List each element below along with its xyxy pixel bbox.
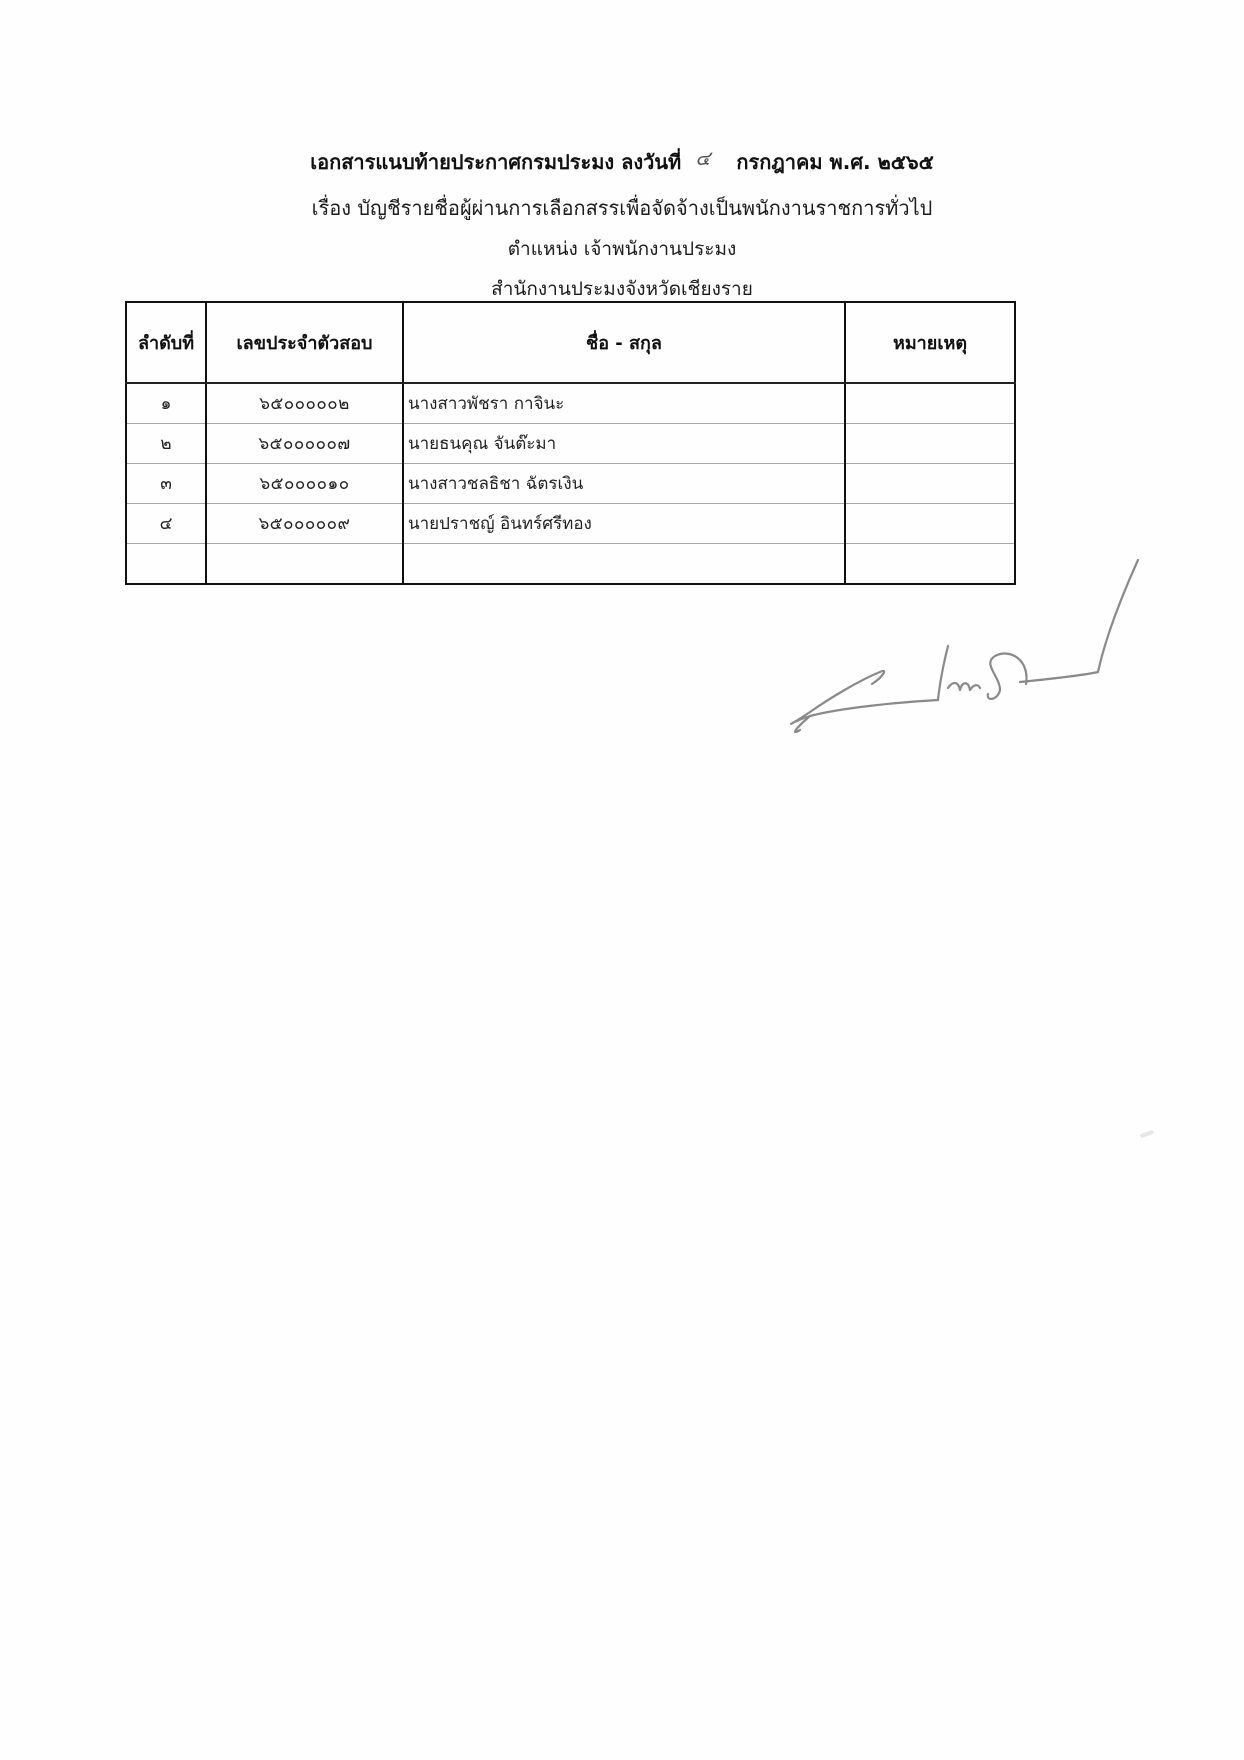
document-subject: เรื่อง บัญชีรายชื่อผู้ผ่านการเลือกสรรเพื่อจัดจ้างเป็นพนักงานราชการทั่วไป [311,196,933,220]
cell-name [403,544,845,585]
cell-remark [845,544,1015,585]
table-row [126,383,1015,424]
cell-exam-id [206,544,403,585]
cell-exam-id: ๖๕๐๐๐๐๐๗ [206,424,403,464]
cell-name: นายธนคุณ จันต๊ะมา [403,424,845,464]
table-row-empty [126,544,1015,585]
document-position: ตำแหน่ง เจ้าพนักงานประมง [507,238,737,260]
header-order: ลำดับที่ [126,302,206,383]
cell-exam-id: ๖๕๐๐๐๐๑๐ [206,464,403,504]
scan-speck [1140,1130,1155,1139]
cell-remark [845,383,1015,424]
cell-exam-id: ๖๕๐๐๐๐๐๒ [206,383,403,424]
document-office: สำนักงานประมงจังหวัดเชียงราย [491,278,753,300]
header-name: ชื่อ - สกุล [403,302,845,383]
cell-name: นางสาวชลธิชา ฉัตรเงิน [403,464,845,504]
table-row [126,464,1015,504]
header-exam-id: เลขประจำตัวสอบ [206,302,403,383]
title-prefix: เอกสารแนบท้ายประกาศกรมประมง ลงวันที่ [310,150,682,174]
cell-remark [845,504,1015,544]
cell-order: ๔ [126,504,206,544]
title-suffix: กรกฎาคม พ.ศ. ๒๕๖๕ [736,150,934,174]
cell-name: นายปราชญ์ อินทร์ศรีทอง [403,504,845,544]
header-remark: หมายเหตุ [845,302,1015,383]
title-day-handwritten: ๔ [695,146,711,170]
table-header-row [126,302,1015,383]
cell-remark [845,424,1015,464]
table-row [126,424,1015,464]
cell-name: นางสาวพัชรา กาจินะ [403,383,845,424]
cell-exam-id: ๖๕๐๐๐๐๐๙ [206,504,403,544]
table-row [126,504,1015,544]
cell-order: ๒ [126,424,206,464]
cell-order [126,544,206,585]
cell-order: ๑ [126,383,206,424]
cell-remark [845,464,1015,504]
results-table [125,301,1016,585]
document-title [0,146,1244,178]
cell-order: ๓ [126,464,206,504]
